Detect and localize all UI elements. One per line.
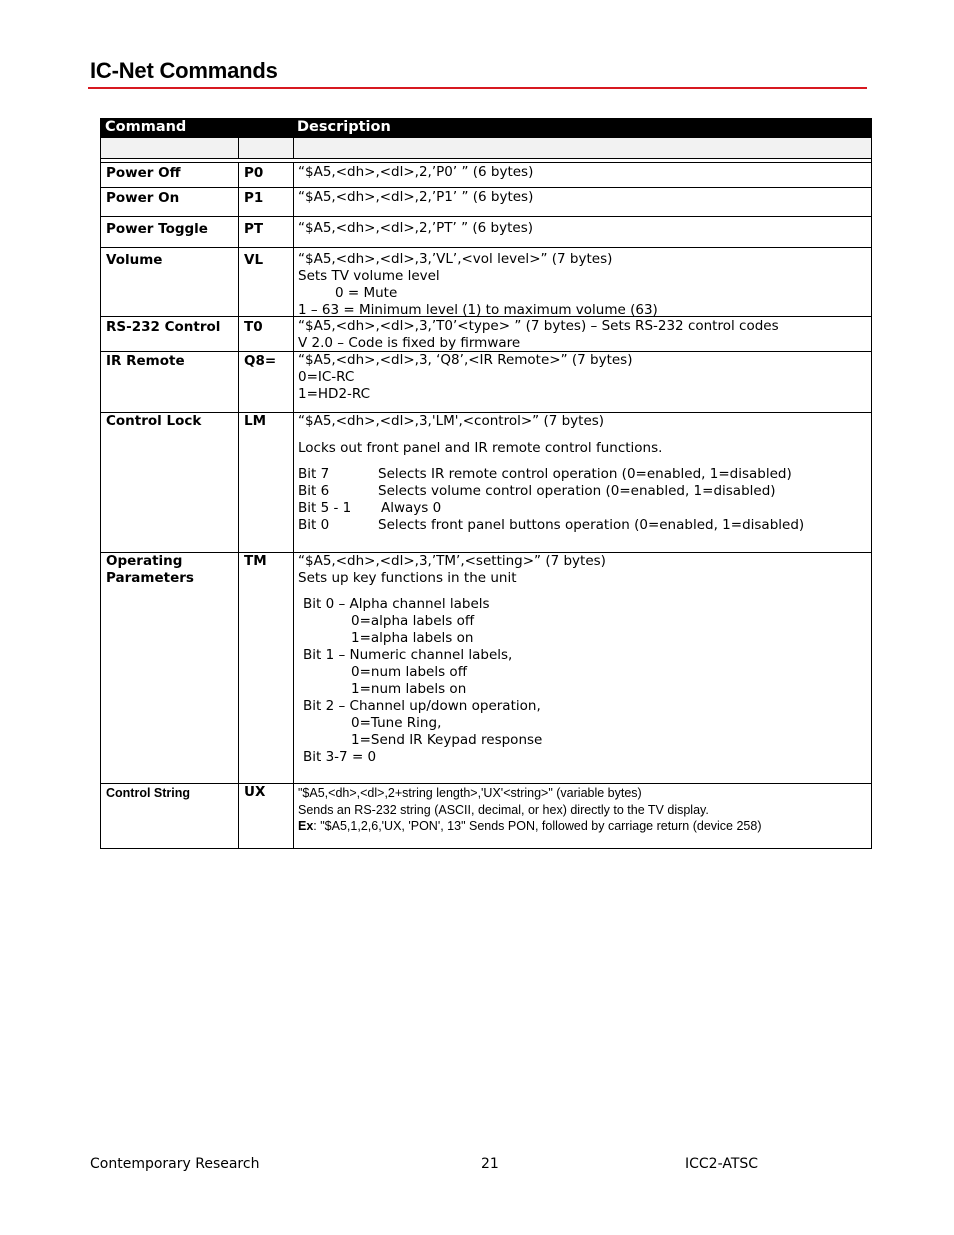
command-name: Power On: [106, 190, 180, 206]
command-name: Control String: [106, 786, 191, 800]
table-row: [100, 248, 872, 317]
table-spacer-row: [100, 138, 872, 159]
command-description: “$A5,<dh>,<dl>,3,’TM’,<setting>” (7 bytes) Sets up key functions in the unit Bit 0 – Alpha channel labels 0=alpha labels off 1=alpha labels on Bit 1 – Numeric channel labels, 0=num labels off 1=num labels on Bit 2 – Channel up/down operation, 0=Tune Ring, 1=Send IR Keypad response Bit 3-7 = 0: [298, 553, 606, 765]
command-description: “$A5,<dh>,<dl>,2,’P1’ ” (6 bytes): [298, 189, 534, 205]
command-name: IR Remote: [106, 353, 185, 369]
command-code: TM: [244, 553, 267, 569]
title-rule: [88, 87, 867, 89]
command-name: Power Toggle: [106, 221, 208, 237]
table-row: [100, 413, 872, 553]
footer-product: ICC2-ATSC: [685, 1156, 759, 1172]
command-code: VL: [244, 252, 264, 268]
command-description: “$A5,<dh>,<dl>,2,’PT’ ” (6 bytes): [298, 220, 534, 236]
command-name: Operating Parameters: [106, 553, 194, 586]
table-row: [100, 784, 872, 849]
page-title: IC-Net Commands: [90, 58, 278, 83]
commands-table: [100, 118, 872, 849]
command-code: UX: [244, 784, 266, 800]
command-code: P0: [244, 165, 264, 181]
command-code: P1: [244, 190, 264, 206]
command-description: "$A5,<dh>,<dl>,2+string length>,'UX'<string>" (variable bytes) Sends an RS-232 string (ASCII, decimal, or hex) directly to the TV display. Ex: "$A5,1,2,6,'UX, 'PON', 13" Sends PON, followed by carriage return (device 258): [298, 786, 762, 833]
table-row: [100, 352, 872, 413]
header-command: Command: [105, 119, 187, 135]
table-row: [100, 317, 872, 352]
command-code: Q8=: [244, 353, 277, 369]
command-description: “$A5,<dh>,<dl>,3,’T0’<type> ” (7 bytes) – Sets RS-232 control codes V 2.0 – Code is fixed by firmware: [298, 318, 779, 351]
table-row: [100, 553, 872, 784]
command-name: RS-232 Control: [106, 319, 221, 335]
table-row: [100, 188, 872, 217]
table-header: [100, 118, 872, 138]
header-description: Description: [297, 119, 391, 135]
command-name: Volume: [106, 252, 163, 268]
command-code: PT: [244, 221, 264, 237]
command-description: “$A5,<dh>,<dl>,2,’P0’ ” (6 bytes): [298, 164, 534, 180]
table-row: [100, 217, 872, 248]
command-code: T0: [244, 319, 263, 335]
footer-page-number: 21: [481, 1156, 499, 1172]
command-name: Control Lock: [106, 413, 202, 429]
command-name: Power Off: [106, 165, 181, 181]
footer-company: Contemporary Research: [90, 1156, 260, 1172]
command-description: “$A5,<dh>,<dl>,3,’VL’,<vol level>” (7 bytes) Sets TV volume level 0 = Mute 1 – 63 = Minimum level (1) to maximum volume (63): [298, 251, 658, 318]
command-description: “$A5,<dh>,<dl>,3,'LM',<control>” (7 bytes) Locks out front panel and IR remote control functions. Bit 7 Selects IR remote control operation (0=enabled, 1=disabled) Bit 6 Selects volume control operation (0=enabled, 1=disabled) Bit 5 - 1 Always 0 Bit 0 Selects front panel buttons operation (0=enabled, 1=disabled): [298, 413, 805, 533]
table-row: [100, 162, 872, 188]
command-code: LM: [244, 413, 267, 429]
command-description: “$A5,<dh>,<dl>,3, ‘Q8’,<IR Remote>” (7 bytes) 0=IC-RC 1=HD2-RC: [298, 352, 633, 402]
